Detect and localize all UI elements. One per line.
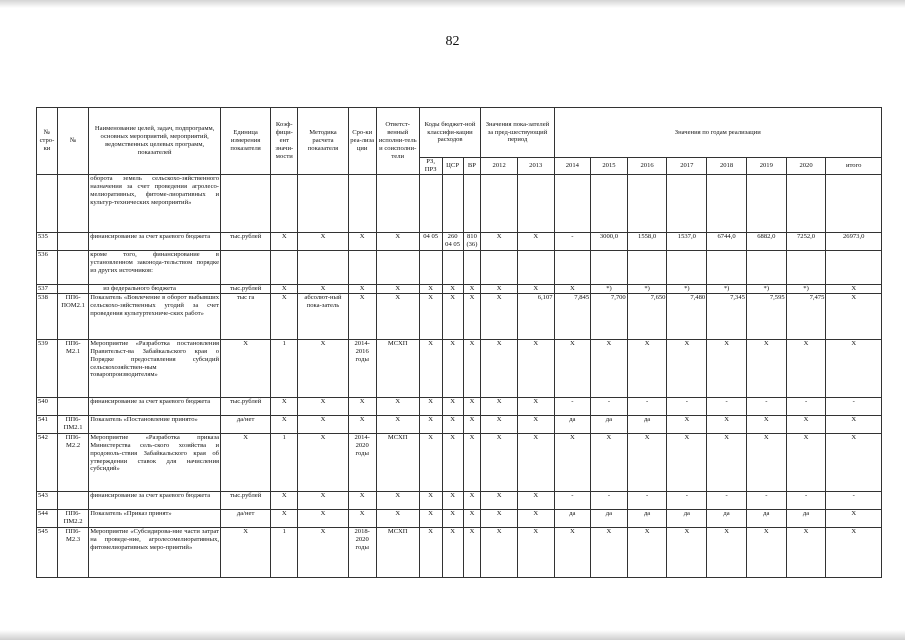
row-executor: Х [376,491,419,509]
table-row [37,293,882,339]
row-unit [221,250,271,284]
row-2019: да [746,509,786,527]
header-years-values: Значения по годам реализации [554,108,881,158]
row-vr: 810 (36) [463,232,481,250]
row-2016: 1558,0 [627,232,667,250]
header-2016: 2016 [627,158,667,175]
row-2012: Х [481,433,518,491]
row-method: Х [298,527,348,577]
indicators-table [36,107,882,578]
header-name: Наименование целей, задач, подпрограмм, основных мероприятий, мероприятий, ведомственных целевых программ, показателей [89,108,221,175]
row-csr: Х [442,509,463,527]
row-2019: Х [746,433,786,491]
row-2015: Х [591,433,628,491]
row-terms: Х [348,293,376,339]
row-coef: 1 [271,433,298,491]
row-name: Мероприятие «Разработка постановления Правительст-ва Забайкальского края о Порядке предоставления субсидий сельскохозяйствен-ным товаропроизводителям» [89,339,221,397]
row-method: Х [298,509,348,527]
row-coef [271,250,298,284]
row-2013 [517,250,554,284]
row-total: Х [826,293,882,339]
row-unit: да/нет [221,415,271,433]
row-total [826,250,882,284]
row-rz [419,174,442,232]
row-executor: Х [376,509,419,527]
row-2013 [517,174,554,232]
row-csr: Х [442,293,463,339]
row-2017: *) [667,284,707,293]
row-code [57,284,88,293]
row-2018: Х [707,415,747,433]
row-2013: 6,107 [517,293,554,339]
row-2020: Х [786,339,826,397]
row-total [826,174,882,232]
row-rz: Х [419,527,442,577]
row-method: Х [298,397,348,415]
row-total: 26973,0 [826,232,882,250]
row-executor: МСХП [376,433,419,491]
row-csr [442,174,463,232]
row-2015 [591,174,628,232]
row-name: Показатель «Вовлечение в оборот выбывших сельскохо-зяйственных угодий за счет проведения культуртехниче-ских работ» [89,293,221,339]
header-budget-codes: Коды бюджет-ной классифи-кации расходов [419,108,481,158]
row-number: 536 [37,250,58,284]
row-code: ПП6-М2.2 [57,433,88,491]
row-2020 [786,174,826,232]
row-terms: Х [348,415,376,433]
row-unit: тыс.рублей [221,491,271,509]
row-2019: Х [746,415,786,433]
row-2015: да [591,415,628,433]
row-name: кроме того, финансирование в установленном законода-тельством порядке из других источников: [89,250,221,284]
row-2016: да [627,415,667,433]
row-2012 [481,250,518,284]
row-vr [463,250,481,284]
row-2018: - [707,491,747,509]
row-code: ПП6-М2.1 [57,339,88,397]
row-name: финансирование за счет краевого бюджета [89,397,221,415]
row-name: финансирование за счет краевого бюджета [89,491,221,509]
header-no: № [57,108,88,175]
row-2015: 7,700 [591,293,628,339]
row-2013: Х [517,284,554,293]
row-2015: - [591,491,628,509]
header-unit: Единица измерения показателя [221,108,271,175]
row-executor [376,250,419,284]
row-rz: 04 05 [419,232,442,250]
row-2018: 6744,0 [707,232,747,250]
row-csr: Х [442,339,463,397]
row-2015: 3000,0 [591,232,628,250]
row-csr: 260 04 05 [442,232,463,250]
row-vr: Х [463,415,481,433]
row-number: 537 [37,284,58,293]
header-2015: 2015 [591,158,628,175]
row-rz: Х [419,284,442,293]
row-2017: Х [667,339,707,397]
row-total: - [826,491,882,509]
row-name: Показатель «Постановление принято» [89,415,221,433]
header-prev-values: Значения пока-зателей за пред-шествующий период [481,108,554,158]
scan-edge-bottom [0,630,905,640]
row-method: Х [298,433,348,491]
row-coef: Х [271,415,298,433]
row-method: абсолют-ный пока-затель [298,293,348,339]
row-total: Х [826,339,882,397]
row-2019: Х [746,527,786,577]
row-terms [348,174,376,232]
row-2012: Х [481,527,518,577]
row-terms: 2014-2020 годы [348,433,376,491]
row-unit [221,174,271,232]
row-2014 [554,174,591,232]
row-terms: Х [348,284,376,293]
row-2014: да [554,415,591,433]
page-number: 82 [445,34,460,49]
row-vr: Х [463,397,481,415]
row-2017: 1537,0 [667,232,707,250]
table-row [37,232,882,250]
header-terms: Сро-ки реа-лиза ции [348,108,376,175]
header-rz: РЗ, ПРЗ [419,158,442,175]
row-rz: Х [419,397,442,415]
header-2020: 2020 [786,158,826,175]
row-2016: да [627,509,667,527]
row-csr: Х [442,491,463,509]
row-2013: Х [517,232,554,250]
row-2012: Х [481,232,518,250]
row-2020: Х [786,433,826,491]
row-2013: Х [517,415,554,433]
row-total: Х [826,527,882,577]
row-number [37,174,58,232]
row-csr: Х [442,397,463,415]
row-coef: Х [271,284,298,293]
row-2014: - [554,491,591,509]
table-row [37,433,882,491]
row-coef: Х [271,491,298,509]
row-2013: Х [517,397,554,415]
row-2015: Х [591,527,628,577]
row-unit: тыс га [221,293,271,339]
row-terms: Х [348,491,376,509]
row-rz: Х [419,293,442,339]
row-2017: Х [667,527,707,577]
row-csr: Х [442,433,463,491]
row-2014 [554,250,591,284]
row-2018 [707,250,747,284]
row-vr: Х [463,491,481,509]
row-name: Показатель «Приказ принят» [89,509,221,527]
row-2018: 7,345 [707,293,747,339]
row-total: - [826,397,882,415]
header-csr: ЦСР [442,158,463,175]
row-executor: МСХП [376,527,419,577]
row-2016: Х [627,527,667,577]
row-executor: Х [376,415,419,433]
row-number: 539 [37,339,58,397]
row-unit: Х [221,527,271,577]
row-2014: 7,845 [554,293,591,339]
row-2013: Х [517,433,554,491]
row-name: финансирование за счет краевого бюджета [89,232,221,250]
row-method [298,250,348,284]
row-executor [376,174,419,232]
row-2018 [707,174,747,232]
row-csr: Х [442,284,463,293]
row-code [57,491,88,509]
row-2019: Х [746,339,786,397]
row-code [57,397,88,415]
row-2019 [746,174,786,232]
row-2013: Х [517,527,554,577]
row-total: Х [826,433,882,491]
header-total: итого [826,158,882,175]
row-number: 543 [37,491,58,509]
row-csr: Х [442,527,463,577]
row-2020: 7,475 [786,293,826,339]
row-rz: Х [419,415,442,433]
row-total: Х [826,415,882,433]
row-coef: 1 [271,339,298,397]
table-row [37,397,882,415]
header-2013: 2013 [517,158,554,175]
row-method: Х [298,415,348,433]
row-terms: Х [348,397,376,415]
row-2015: Х [591,339,628,397]
row-unit: тыс.рублей [221,232,271,250]
header-2019: 2019 [746,158,786,175]
header-executor: Ответст-венный исполни-тель и соисполни-тели [376,108,419,175]
row-coef: Х [271,397,298,415]
row-2016: Х [627,339,667,397]
row-2014: да [554,509,591,527]
header-2014: 2014 [554,158,591,175]
row-2019: 7,595 [746,293,786,339]
row-name: из федерального бюджета [89,284,221,293]
table-row [37,339,882,397]
row-2019: *) [746,284,786,293]
table-row [37,415,882,433]
row-2019: - [746,491,786,509]
row-2016 [627,174,667,232]
row-unit: Х [221,433,271,491]
row-2016: *) [627,284,667,293]
row-executor: МСХП [376,339,419,397]
row-code: ПП6-ПОМ2.1 [57,293,88,339]
row-code: ПП6-М2.3 [57,527,88,577]
row-2014: Х [554,527,591,577]
table-row [37,491,882,509]
scan-edge-top [0,0,905,8]
row-coef [271,174,298,232]
row-unit: тыс.рублей [221,397,271,415]
row-rz: Х [419,339,442,397]
row-code [57,232,88,250]
row-csr [442,250,463,284]
row-2017: - [667,397,707,415]
row-vr: Х [463,433,481,491]
row-vr: Х [463,527,481,577]
row-2012: Х [481,509,518,527]
row-2015: *) [591,284,628,293]
row-method: Х [298,284,348,293]
row-rz [419,250,442,284]
row-2012: Х [481,397,518,415]
row-2020: Х [786,527,826,577]
row-executor: Х [376,284,419,293]
row-unit: Х [221,339,271,397]
header-method: Методика расчета показателя [298,108,348,175]
header-2018: 2018 [707,158,747,175]
row-vr: Х [463,284,481,293]
row-2013: Х [517,339,554,397]
row-2020: 7252,0 [786,232,826,250]
row-number: 544 [37,509,58,527]
table-header-row [37,108,882,158]
row-2020: - [786,491,826,509]
header-2017: 2017 [667,158,707,175]
row-executor: Х [376,232,419,250]
row-2014: Х [554,339,591,397]
row-terms [348,250,376,284]
row-2020: да [786,509,826,527]
row-2019: 6882,0 [746,232,786,250]
table-row [37,509,882,527]
table-row [37,527,882,577]
row-2014: Х [554,284,591,293]
row-coef: 1 [271,527,298,577]
table-row [37,174,882,232]
row-2016: - [627,491,667,509]
row-2012 [481,174,518,232]
row-2014: - [554,232,591,250]
row-number: 545 [37,527,58,577]
row-2020: Х [786,415,826,433]
row-vr: Х [463,339,481,397]
row-2012: Х [481,293,518,339]
header-vr: ВР [463,158,481,175]
row-method: Х [298,491,348,509]
row-number: 540 [37,397,58,415]
row-vr: Х [463,293,481,339]
row-total: Х [826,284,882,293]
row-2017: Х [667,433,707,491]
row-2012: Х [481,284,518,293]
row-2012: Х [481,491,518,509]
row-coef: Х [271,509,298,527]
row-code [57,250,88,284]
row-2015: да [591,509,628,527]
row-vr: Х [463,509,481,527]
table-row [37,284,882,293]
row-code: ПП6-ПМ2.1 [57,415,88,433]
row-2018: Х [707,433,747,491]
row-2019 [746,250,786,284]
row-executor: Х [376,397,419,415]
row-csr: Х [442,415,463,433]
row-terms: 2018-2020 годы [348,527,376,577]
row-rz: Х [419,433,442,491]
row-name: Мероприятие «Субсидирова-ние части затрат на проведе-ние, агролесомелиоративных, фитомелиоративных меро-приятий» [89,527,221,577]
row-method: Х [298,339,348,397]
row-2016: - [627,397,667,415]
row-2015: - [591,397,628,415]
row-unit: тыс.рублей [221,284,271,293]
row-number: 538 [37,293,58,339]
row-terms: Х [348,232,376,250]
row-number: 542 [37,433,58,491]
row-2017: Х [667,415,707,433]
row-2018: да [707,509,747,527]
row-unit: да/нет [221,509,271,527]
row-method: Х [298,232,348,250]
row-2015 [591,250,628,284]
row-vr [463,174,481,232]
row-2017 [667,174,707,232]
row-code: ПП6-ПМ2.2 [57,509,88,527]
row-number: 541 [37,415,58,433]
row-terms: Х [348,509,376,527]
row-rz: Х [419,491,442,509]
row-2018: - [707,397,747,415]
row-2012: Х [481,415,518,433]
row-2017: да [667,509,707,527]
row-rz: Х [419,509,442,527]
header-2012: 2012 [481,158,518,175]
row-2017: - [667,491,707,509]
row-2017 [667,250,707,284]
row-code [57,174,88,232]
row-2020 [786,250,826,284]
row-2013: Х [517,491,554,509]
row-2020: *) [786,284,826,293]
row-total: Х [826,509,882,527]
row-coef: Х [271,232,298,250]
row-2016 [627,250,667,284]
row-2012: Х [481,339,518,397]
row-2018: Х [707,527,747,577]
row-method [298,174,348,232]
header-row-no: № стро-ки [37,108,58,175]
row-2013: Х [517,509,554,527]
row-2016: Х [627,433,667,491]
row-coef: Х [271,293,298,339]
row-2019: - [746,397,786,415]
table-row [37,250,882,284]
row-2014: - [554,397,591,415]
row-number: 535 [37,232,58,250]
row-2020: - [786,397,826,415]
row-2014: Х [554,433,591,491]
header-coef: Коэф-фици-ент значи-мости [271,108,298,175]
row-terms: 2014-2016 годы [348,339,376,397]
row-name: оборота земель сельскохо-зяйственного назначения за счет проведения агролесо-мелиоративных, фитоме-лиоративных и культур-технических мероприятий» [89,174,221,232]
row-executor: Х [376,293,419,339]
row-2016: 7,650 [627,293,667,339]
row-2018: Х [707,339,747,397]
row-2017: 7,480 [667,293,707,339]
row-2018: *) [707,284,747,293]
row-name: Мероприятие «Разработка приказа Министерства сель-ского хозяйства и продоволь-ствия Забайкальского края об утверждении ставок для начисления субсидий» [89,433,221,491]
